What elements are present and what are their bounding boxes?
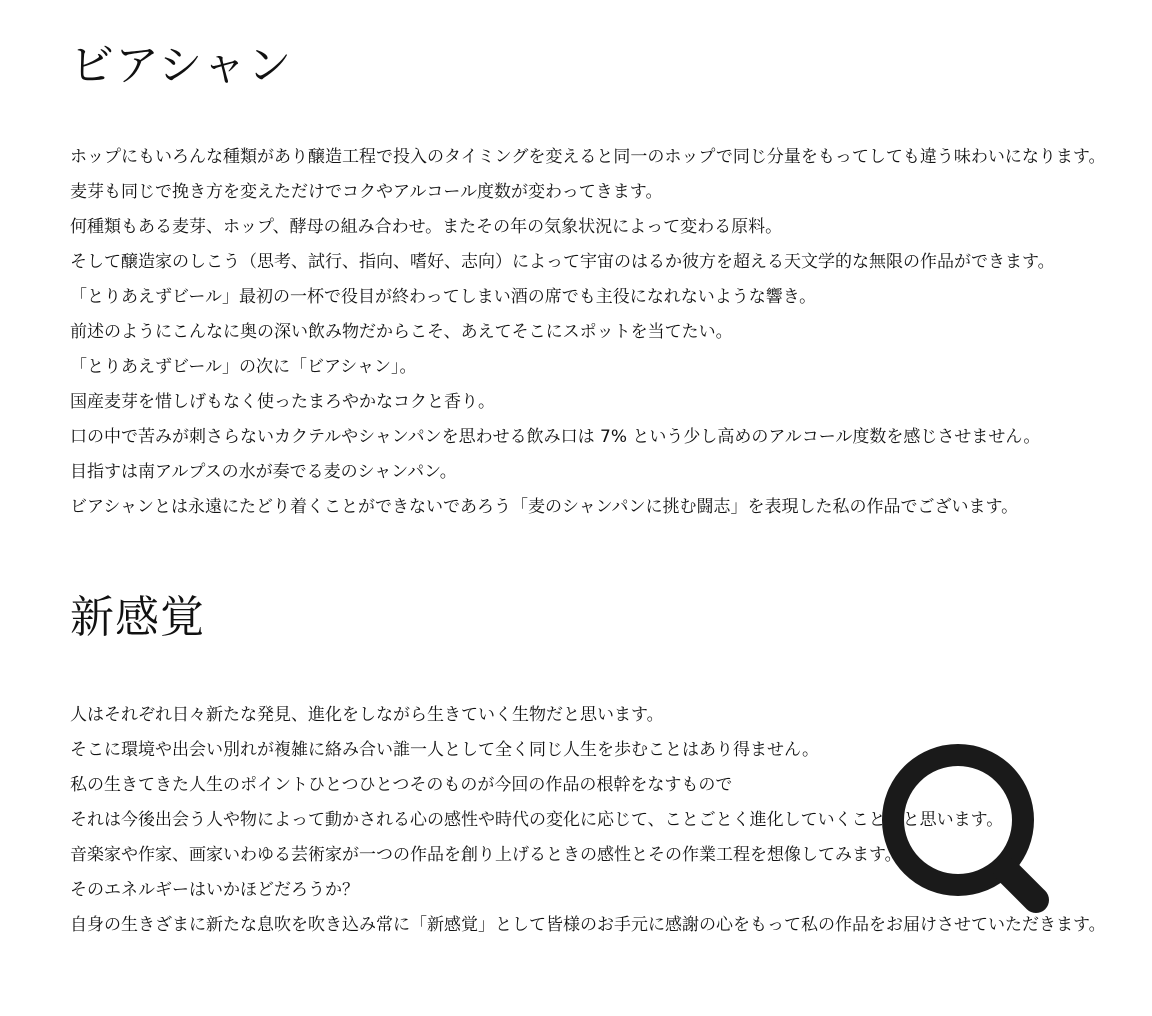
paragraph: 麦芽も同じで挽き方を変えただけでコクやアルコール度数が変わってきます。	[70, 182, 663, 202]
paragraph: 私の生きてきた人生のポイントひとつひとつそのものが今回の作品の根幹をなすもので	[70, 775, 733, 795]
section-title: 新感覚	[70, 592, 205, 643]
section-biashan	[70, 38, 1130, 525]
paragraph: 自身の生きざまに新たな息吹を吹き込み常に「新感覚」として皆様のお手元に感謝の心をもって私の作品をお届けさせていただきます。	[70, 915, 1106, 935]
paragraph: そこに環境や出会い別れが複雑に絡み合い誰一人として全く同じ人生を歩むことはあり得ません。	[70, 740, 820, 760]
paragraph: 何種類もある麦芽、ホップ、酵母の組み合わせ。またその年の気象状況によって変わる原料。	[70, 217, 783, 237]
paragraph: そのエネルギーはいかほどだろうか？	[70, 880, 359, 900]
paragraph: ホップにもいろんな種類があり醸造工程で投入のタイミングを変えると同一のホップで同じ分量をもってしても違う味わいになります。	[70, 147, 1106, 167]
paragraph: 目指すは南アルプスの水が奏でる麦のシャンパン。	[70, 462, 457, 482]
paragraph: 人はそれぞれ日々新たな発見、進化をしながら生きていく生物だと思います。	[70, 705, 664, 725]
paragraph: ビアシャンとは永遠にたどり着くことができないであろう「麦のシャンパンに挑む闘志」を表現した私の作品でございます。	[70, 497, 1019, 517]
paragraph: 音楽家や作家、画家いわゆる芸術家が一つの作品を創り上げるときの感性とその作業工程を想像してみます。	[70, 845, 902, 865]
paragraph: 「とりあえずビール」最初の一杯で役目が終わってしまい酒の席でも主役になれないような響き。	[70, 287, 817, 307]
paragraph: そして醸造家のしこう（思考、試行、指向、嗜好、志向）によって宇宙のはるか彼方を超える天文学的な無限の作品ができます。	[70, 252, 1055, 272]
paragraph: 国産麦芽を惜しげもなく使ったまろやかなコクと香り。	[70, 392, 495, 412]
paragraph: 前述のようにこんなに奥の深い飲み物だからこそ、あえてそこにスポットを当てたい。	[70, 322, 733, 342]
section-title: ビアシャン	[70, 40, 293, 91]
search-icon[interactable]	[878, 744, 1058, 920]
paragraph: 「とりあえずビール」の次に「ビアシャン」。	[70, 357, 417, 377]
paragraph: それは今後出会う人や物によって動かされる心の感性や時代の変化に応じて、ことごとく進化していくことだと思います。	[70, 810, 1004, 830]
paragraph: 口の中で苦みが刺さらないカクテルやシャンパンを思わせる飲み口は 7% という少し高めのアルコール度数を感じさせません。	[70, 427, 1041, 447]
section-body	[70, 140, 1130, 525]
